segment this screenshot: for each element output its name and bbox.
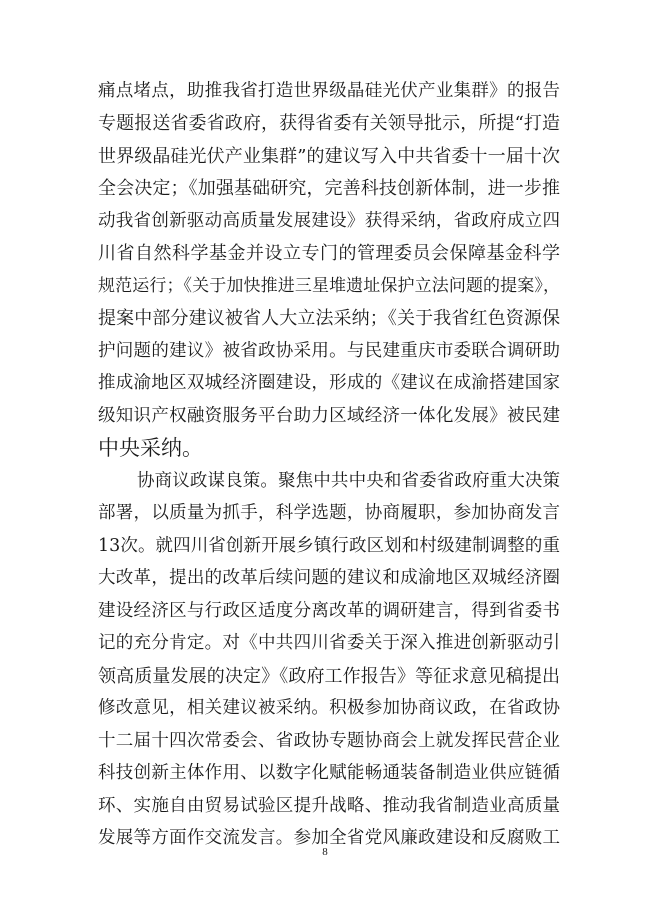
text-line: 规范运行；《关于加快推进三星堆遗址保护立法问题的提案》，	[98, 276, 560, 296]
text-line: 修改意见，相关建议被采纳。积极参加协商议政，在省政协	[98, 698, 560, 718]
text-line: 推成渝地区双城经济圈建设，形成的《建议在成渝搭建国家	[98, 373, 560, 393]
page-number: 8	[322, 846, 328, 858]
text-line: 大改革，提出的改革后续问题的建议和成渝地区双城经济圈	[98, 568, 560, 588]
text-line: 记的充分肯定。对《中共四川省委关于深入推进创新驱动引	[98, 633, 560, 653]
text-line: 十二届十四次常委会、省政协专题协商会上就发挥民营企业	[98, 731, 560, 751]
text-line: 全会决定；《加强基础研究，完善科技创新体制，进一步推	[98, 178, 560, 199]
text-line: 领高质量发展的决定》《政府工作报告》等征求意见稿提出	[98, 666, 560, 687]
text-line: 专题报送省委省政府，获得省委有关领导批示，所提“打造	[98, 113, 560, 134]
text-line: 环、实施自由贸易试验区提升战略、推动我省制造业高质量	[98, 796, 560, 816]
text-line: 部署，以质量为抓手，科学选题，协商履职，参加协商发言	[98, 503, 560, 523]
text-line: 护问题的建议》被省政协采用。与民建重庆市委联合调研助	[98, 341, 560, 361]
text-line: 痛点堵点，助推我省打造世界级晶硅光伏产业集群》的报告	[98, 81, 560, 101]
text-line: 动我省创新驱动高质量发展建设》获得采纳，省政府成立四	[98, 211, 560, 231]
text-line: 提案中部分建议被省人大立法采纳；《关于我省红色资源保	[98, 308, 560, 329]
text-line: 川省自然科学基金并设立专门的管理委员会保障基金科学	[98, 243, 560, 264]
text-line: 13次。就四川省创新开展乡镇行政区划和村级建制调整的重	[98, 536, 560, 556]
text-line: 建设经济区与行政区适度分离改革的调研建言，得到省委书	[98, 601, 560, 621]
text-line: 发展等方面作交流发言。参加全省党风廉政建设和反腐败工	[98, 828, 560, 848]
text-line: 级知识产权融资服务平台助力区域经济一体化发展》被民建	[98, 406, 560, 426]
text-line: 中央采纳。	[98, 436, 203, 460]
text-line: 科技创新主体作用、以数字化赋能畅通装备制造业供应链循	[98, 763, 560, 783]
text-line: 世界级晶硅光伏产业集群”的建议写入中共省委十一届十次	[98, 146, 560, 167]
paragraph-first-line: 协商议政谋良策。聚焦中共中央和省委省政府重大决策	[137, 471, 560, 491]
